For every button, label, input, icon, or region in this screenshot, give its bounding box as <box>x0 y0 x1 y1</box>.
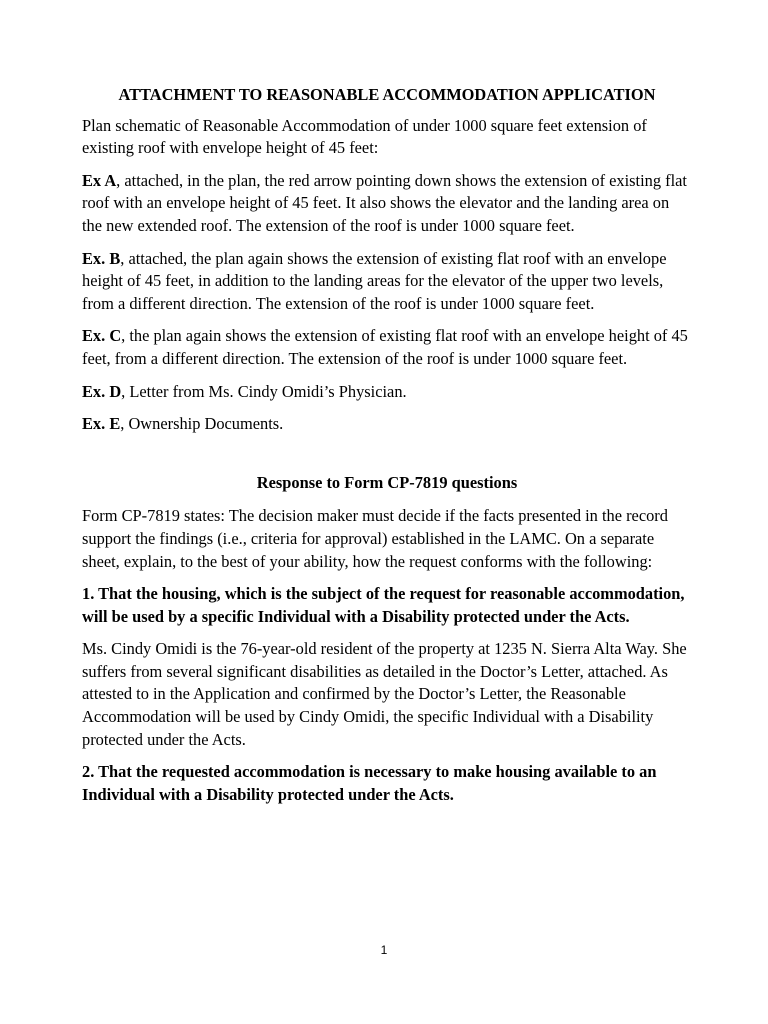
exhibit-c-label: Ex. C <box>82 326 122 346</box>
question-2: 2. That the requested accommodation is necessary to make housing available to an Individual with a Disability protected under the Acts. <box>82 762 657 804</box>
exhibit-c-paragraph <box>82 325 692 370</box>
exhibit-c-text: , the plan again shows the extension of existing flat roof with an envelope height of 45 feet, from a different direction. The extension of the roof is under 1000 square feet. <box>82 326 688 368</box>
page-number: 1 <box>380 943 388 957</box>
response-heading: Response to Form CP-7819 questions <box>256 472 518 492</box>
question-1: 1. That the housing, which is the subject of the request for reasonable accommodation, will be used by a specific Individual with a Disability protected under the Acts. <box>82 584 685 626</box>
form-statement-paragraph: Form CP-7819 states: The decision maker must decide if the facts presented in the record support the findings (i.e., criteria for approval) established in the LAMC. On a separate sheet, explain, to the best of your ability, how the request conforms with the following: <box>82 506 668 571</box>
exhibit-a-label: Ex A <box>82 170 117 190</box>
exhibit-e-text: , Ownership Documents. <box>120 414 284 434</box>
exhibit-e-label: Ex. E <box>82 414 121 434</box>
document-page <box>82 84 692 816</box>
exhibit-d-label: Ex. D <box>82 381 122 401</box>
exhibit-d-text: , Letter from Ms. Cindy Omidi’s Physician. <box>121 381 407 401</box>
answer-1: Ms. Cindy Omidi is the 76-year-old resident of the property at 1235 N. Sierra Alta Way. She suffers from several significant disabilities as detailed in the Doctor’s Letter, attached. As attested to in the Application and confirmed by the Doctor’s Letter, the Reasonable Accommodation will be used by Cindy Omidi, the specific Individual with a Disability protected under the Acts. <box>82 639 687 749</box>
exhibit-d-paragraph <box>82 381 692 404</box>
exhibit-a-text: , attached, in the plan, the red arrow pointing down shows the extension of existing flat roof with an envelope height of 45 feet. It also shows the elevator and the landing area on the new extended roof. The extension of the roof is under 1000 square feet. <box>82 170 687 235</box>
intro-paragraph: Plan schematic of Reasonable Accommodation of under 1000 square feet extension of existing roof with envelope height of 45 feet: <box>82 115 647 158</box>
document-title: ATTACHMENT TO REASONABLE ACCOMMODATION APPLICATION <box>118 85 656 104</box>
exhibit-e-paragraph <box>82 413 692 436</box>
exhibit-b-label: Ex. B <box>82 248 121 268</box>
exhibit-a-paragraph <box>82 170 692 238</box>
exhibit-b-paragraph <box>82 248 692 316</box>
exhibit-b-text: , attached, the plan again shows the extension of existing flat roof with an envelope height of 45 feet, in addition to the landing areas for the elevator of the upper two levels, from a different direction. The extension of the roof is under 1000 square feet. <box>82 248 667 313</box>
